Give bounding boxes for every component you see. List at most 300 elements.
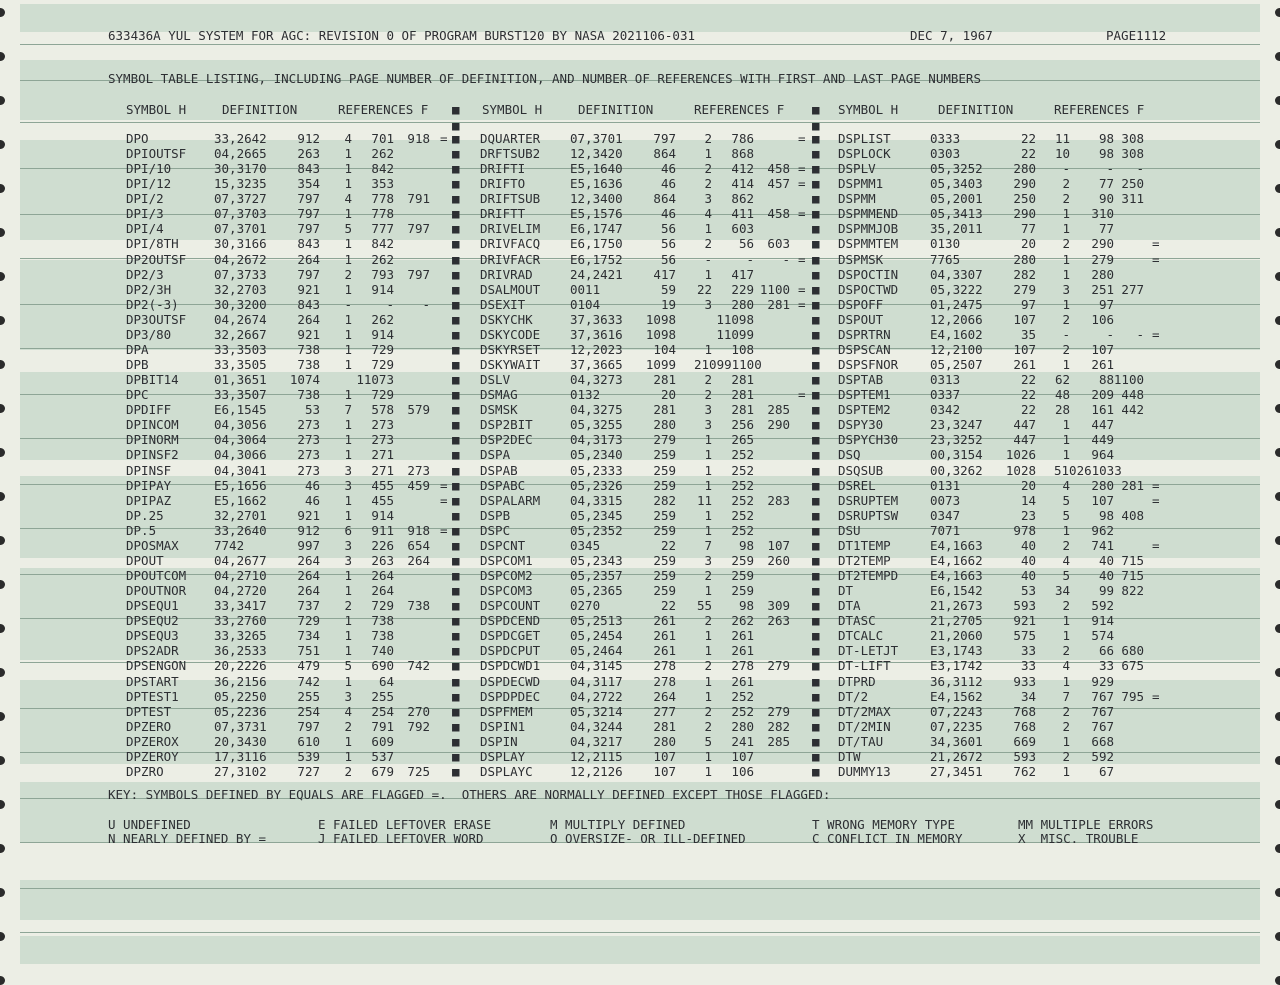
first-reference-cell: 278 [731,658,754,674]
reference-count-cell: 3 [344,552,352,568]
definition-cell: 30,3200 [214,296,267,312]
separator-mark: ■ [812,643,820,659]
first-reference-cell: 77 [1098,176,1114,192]
symbol-cell: DP2/3H [126,281,172,297]
reference-count-cell: 7 [344,402,352,418]
reference-count-cell: 5 [344,658,352,674]
last-reference-cell: 1100 [759,281,790,297]
separator-mark: ■ [452,492,460,508]
definition-cell: 20,2226 [214,658,267,674]
definition-cell: 33,3503 [214,341,267,357]
table-row [0,749,1280,764]
table-row [0,704,1280,719]
reference-count-cell: 1 [344,583,352,599]
separator-mark: ■ [452,763,460,779]
definition-cell: 30,3166 [214,236,267,252]
first-reference-cell: 914 [371,281,394,297]
symbol-cell: DPZEROX [126,733,179,749]
definition-page-cell: 669 [1013,733,1036,749]
last-reference-cell: 791 [407,191,430,207]
symbol-cell: DPOUT [126,552,164,568]
symbol-cell: DQUARTER [480,131,541,146]
definition-page-cell: 933 [1013,673,1036,689]
symbol-cell: DSPA [480,447,511,463]
symbol-cell: DSPLAYC [480,763,533,779]
last-reference-cell: 263 [767,613,790,629]
table-row [0,372,1280,387]
separator-mark: ■ [452,131,460,146]
table-row [0,297,1280,312]
table-row [0,508,1280,523]
separator-mark: ■ [452,236,460,252]
definition-cell: 04,3056 [214,417,267,433]
reference-count-cell: 3 [344,462,352,478]
flag-cell: = [1152,477,1160,493]
separator-mark: ■ [452,357,460,373]
first-reference-cell: 256 [731,417,754,433]
first-reference-cell: 229 [731,281,754,297]
separator-mark: ■ [812,251,820,267]
first-reference-cell: 280 [731,296,754,312]
first-reference-cell: 868 [731,146,754,162]
table-row [0,221,1280,236]
definition-page-cell: 273 [297,462,320,478]
flag-cell: = [798,387,806,403]
separator-mark: ■ [812,281,820,297]
flag-cell: = [1152,251,1160,267]
symbol-cell: DSPMMEND [838,206,899,222]
last-reference-cell: 797 [407,266,430,282]
table-row [0,146,1280,161]
definition-cell: 05,3252 [930,161,983,177]
separator-mark: ■ [452,733,460,749]
definition-page-cell: 751 [297,643,320,659]
sprocket-hole [0,52,5,61]
definition-cell: 05,2250 [214,688,267,704]
table-row [0,267,1280,282]
first-reference-cell: 786 [731,131,754,146]
first-reference-cell: 271 [371,462,394,478]
symbol-cell: DSMAG [480,387,518,403]
definition-page-cell: 997 [297,537,320,553]
first-reference-cell: 280 [731,718,754,734]
separator-mark: ■ [452,673,460,689]
definition-page-cell: 46 [304,477,320,493]
table-row [0,674,1280,689]
symbol-cell: DSMSK [480,402,518,418]
definition-cell: 04,3117 [570,673,623,689]
reference-count-cell: 1 [704,266,712,282]
first-reference-cell: 668 [1091,733,1114,749]
symbol-cell: DRIVRAD [480,266,533,282]
definition-page-cell: 797 [297,718,320,734]
reference-count-cell: 1 [344,357,352,373]
reference-count-cell: 55 [696,598,712,614]
first-reference-cell: - [386,296,394,312]
definition-page-cell: 281 [653,372,676,388]
separator-mark: ■ [452,477,460,493]
definition-cell: 01,2475 [930,296,983,312]
definition-cell: E5,1576 [570,206,623,222]
col-definition-header: DEFINITION [222,102,298,117]
first-reference-cell: 738 [371,628,394,644]
definition-cell: 05,2333 [570,462,623,478]
definition-page-cell: 20 [1020,477,1036,493]
definition-cell: 0104 [570,296,601,312]
reference-count-cell: 5 [704,733,712,749]
symbol-cell: DSPMMJOB [838,221,899,237]
symbol-cell: DT/2MIN [838,718,891,734]
definition-page-cell: 1026 [1005,447,1036,463]
definition-page-cell: 107 [1013,311,1036,327]
symbol-cell: DPDIFF [126,402,172,418]
definition-cell: 04,3244 [570,718,623,734]
page-header-page: PAGE1112 [1106,28,1167,43]
definition-cell: 04,3064 [214,432,267,448]
last-reference-cell: 250 [1121,176,1144,192]
definition-cell: 12,3400 [570,191,623,207]
definition-cell: 00,3154 [930,447,983,463]
definition-page-cell: 278 [653,673,676,689]
definition-cell: 07,3701 [570,131,623,146]
definition-cell: E4,1602 [930,326,983,342]
definition-page-cell: 33 [1020,643,1036,659]
symbol-cell: DTW [838,748,861,764]
reference-count-cell: 1 [344,341,352,357]
definition-cell: 36,3112 [930,673,983,689]
definition-cell: 05,2507 [930,357,983,373]
reference-count-cell: 1 [344,643,352,659]
reference-count-cell: 2 [704,161,712,177]
definition-cell: 36,2533 [214,643,267,659]
definition-page-cell: 797 [653,131,676,146]
definition-cell: 04,3275 [570,402,623,418]
first-reference-cell: 412 [731,161,754,177]
last-reference-cell: 308 [1121,146,1144,162]
sprocket-hole [1275,976,1280,985]
definition-page-cell: 539 [297,748,320,764]
sprocket-hole [1275,52,1280,61]
separator-mark: ■ [452,522,460,538]
definition-cell: 01,3651 [214,372,267,388]
separator-mark: ■ [812,118,820,133]
definition-page-cell: 797 [297,206,320,222]
symbol-cell: DPSEQU3 [126,628,179,644]
symbol-cell: DPO [126,131,149,146]
definition-page-cell: 734 [297,628,320,644]
first-reference-cell: 11073 [356,372,394,388]
table-row [0,493,1280,508]
reference-count-cell: 1 [704,477,712,493]
definition-cell: E5,1640 [570,161,623,177]
definition-cell: 23,3247 [930,417,983,433]
reference-count-cell: 1 [704,643,712,659]
definition-cell: 05,2236 [214,703,267,719]
reference-count-cell: 5 [1062,492,1070,508]
separator-mark: ■ [812,598,820,614]
definition-cell: 17,3116 [214,748,267,764]
definition-page-cell: 1098 [645,326,676,342]
symbol-cell: DTCALC [838,628,884,644]
reference-count-cell: 62 [1054,372,1070,388]
definition-page-cell: 259 [653,507,676,523]
symbol-cell: DP2/3 [126,266,164,282]
table-row [0,131,1280,146]
last-reference-cell: - [1136,326,1144,342]
symbol-cell: DSLV [480,372,511,388]
definition-cell: E4,1663 [930,537,983,553]
separator-mark: ■ [452,552,460,568]
last-reference-cell: 282 [767,718,790,734]
column-header-row [0,102,1280,117]
first-reference-cell: 793 [371,266,394,282]
definition-page-cell: 1028 [1005,462,1036,478]
definition-page-cell: 729 [297,613,320,629]
table-row [0,643,1280,658]
reference-count-cell: 1 [1062,613,1070,629]
separator-mark: ■ [812,296,820,312]
separator-mark: ■ [452,628,460,644]
symbol-cell: DSP2DEC [480,432,533,448]
symbol-cell: DSKYCODE [480,326,541,342]
symbol-cell: DSPIN1 [480,718,526,734]
separator-mark: ■ [452,417,460,433]
last-reference-cell: 675 [1121,658,1144,674]
symbol-cell: DP.5 [126,522,157,538]
separator-mark: ■ [812,673,820,689]
sprocket-hole [1275,932,1280,941]
definition-cell: E3,1743 [930,643,983,659]
definition-page-cell: 40 [1020,552,1036,568]
definition-cell: 0132 [570,387,601,403]
symbol-cell: DSQ [838,447,861,463]
definition-page-cell: 264 [297,311,320,327]
flag-cell: = [1152,688,1160,704]
definition-page-cell: 14 [1020,492,1036,508]
reference-count-cell: 3 [344,477,352,493]
symbol-cell: DP3OUTSF [126,311,187,327]
first-reference-cell: 729 [371,598,394,614]
col-symbol-header: SYMBOL H [126,102,187,117]
last-reference-cell: 1100 [1113,372,1144,388]
last-reference-cell: 603 [767,236,790,252]
definition-cell: 04,2710 [214,568,267,584]
definition-page-cell: 53 [304,402,320,418]
flag-cell: = [798,161,806,177]
definition-page-cell: 259 [653,552,676,568]
reference-count-cell: 1 [344,748,352,764]
flag-cell: = [1152,326,1160,342]
first-reference-cell: 447 [1091,417,1114,433]
symbol-cell: DPC [126,387,149,403]
definition-page-cell: 281 [653,402,676,418]
first-reference-cell: 914 [371,507,394,523]
symbol-cell: DSPFMEM [480,703,533,719]
definition-page-cell: 279 [653,432,676,448]
symbol-cell: DTA [838,598,861,614]
first-reference-cell: 262 [731,613,754,629]
last-reference-cell: 458 [767,206,790,222]
key-line-1 [0,817,1280,832]
definition-cell: 04,3307 [930,266,983,282]
key-item: T WRONG MEMORY TYPE [812,817,955,832]
definition-page-cell: 259 [653,447,676,463]
definition-page-cell: 264 [653,688,676,704]
reference-count-cell: 1 [344,146,352,162]
separator-mark: ■ [452,102,460,117]
definition-page-cell: 281 [653,718,676,734]
first-reference-cell: 252 [731,507,754,523]
symbol-cell: DT1TEMP [838,537,891,553]
last-reference-cell: - [782,251,790,267]
definition-page-cell: 107 [653,763,676,779]
symbol-cell: DSPLV [838,161,876,177]
first-reference-cell: 271 [371,447,394,463]
definition-page-cell: 843 [297,296,320,312]
definition-page-cell: 264 [297,251,320,267]
separator-mark: ■ [452,598,460,614]
symbol-cell: DPSEQU1 [126,598,179,614]
first-reference-cell: 280 [1091,266,1114,282]
first-reference-cell: 767 [1091,703,1114,719]
first-reference-cell: 254 [371,703,394,719]
first-reference-cell: 273 [371,417,394,433]
separator-mark: ■ [812,507,820,523]
reference-count-cell: 1 [344,432,352,448]
definition-cell: 05,2345 [570,507,623,523]
last-reference-cell: 715 [1121,552,1144,568]
key-item: E FAILED LEFTOVER ERASE [318,817,492,832]
first-reference-cell: 107 [731,748,754,764]
definition-cell: 12,3420 [570,146,623,162]
flag-cell: = [798,296,806,312]
last-reference-cell: 311 [1121,191,1144,207]
symbol-cell: DSPDPDEC [480,688,541,704]
last-reference-cell: 279 [767,658,790,674]
last-reference-cell: 308 [1121,131,1144,146]
reference-count-cell: 11 [696,492,712,508]
symbol-cell: DSPDECWD [480,673,541,689]
reference-count-cell: 1 [704,628,712,644]
symbol-cell: DSPTAB [838,372,884,388]
separator-mark: ■ [812,432,820,448]
first-reference-cell: 106 [1091,311,1114,327]
reference-count-cell: 3 [344,688,352,704]
separator-mark: ■ [452,311,460,327]
reference-count-cell: 2 [344,266,352,282]
reference-count-cell: 2 [704,568,712,584]
separator-mark: ■ [812,387,820,403]
definition-page-cell: 1099 [645,357,676,373]
first-reference-cell: 161 [1091,402,1114,418]
col-references-header: REFERENCES F [1054,102,1145,117]
symbol-cell: DSPDCEND [480,613,541,629]
first-reference-cell: 455 [371,477,394,493]
flag-cell: = [798,206,806,222]
definition-cell: 37,3665 [570,357,623,373]
symbol-cell: DSPCNT [480,537,526,553]
key-item: C CONFLICT IN MEMORY [812,831,963,846]
definition-cell: 04,2720 [214,583,267,599]
symbol-cell: DPI/8TH [126,236,179,252]
flag-cell: = [1152,236,1160,252]
reference-count-cell: 1 [704,522,712,538]
symbol-cell: DPINORM [126,432,179,448]
first-reference-cell: 740 [371,643,394,659]
definition-page-cell: 46 [660,206,676,222]
definition-page-cell: 738 [297,357,320,373]
first-reference-cell: 107 [1091,492,1114,508]
first-reference-cell: 259 [731,568,754,584]
symbol-cell: DPI/3 [126,206,164,222]
last-reference-cell: - [422,296,430,312]
last-reference-cell: 107 [767,537,790,553]
definition-page-cell: 864 [653,191,676,207]
definition-page-cell: 593 [1013,748,1036,764]
flag-cell: = [440,131,448,146]
reference-count-cell: 2 [704,658,712,674]
first-reference-cell: 99 [1098,583,1114,599]
table-row [0,689,1280,704]
symbol-cell: DSPALARM [480,492,541,508]
reference-count-cell: 10 [1054,146,1070,162]
first-reference-cell: 777 [371,221,394,237]
table-row [0,719,1280,734]
symbol-cell: DPOSMAX [126,537,179,553]
symbol-cell: DP.25 [126,507,164,523]
definition-cell: 27,3102 [214,763,267,779]
separator-mark: ■ [812,628,820,644]
reference-count-cell: 1 [344,733,352,749]
definition-page-cell: 107 [1013,341,1036,357]
definition-cell: 7071 [930,522,961,538]
first-reference-cell: 729 [371,341,394,357]
definition-page-cell: 921 [1013,613,1036,629]
first-reference-cell: 964 [1091,447,1114,463]
reference-count-cell: 1 [344,176,352,192]
separator-mark: ■ [812,191,820,207]
definition-page-cell: 417 [653,266,676,282]
reference-count-cell: 2 [344,763,352,779]
definition-cell: 0130 [930,236,961,252]
separator-mark: ■ [452,146,460,162]
last-reference-cell: 822 [1121,583,1144,599]
separator-mark: ■ [812,236,820,252]
reference-count-cell: 7 [1062,688,1070,704]
flag-cell: = [1152,537,1160,553]
definition-cell: 04,3145 [570,658,623,674]
definition-page-cell: 259 [653,583,676,599]
symbol-cell: DSRUPTSW [838,507,899,523]
first-reference-cell: 862 [731,191,754,207]
last-reference-cell: 742 [407,658,430,674]
separator-mark: ■ [812,146,820,162]
table-row [0,553,1280,568]
key-item: N NEARLY DEFINED BY = [108,831,267,846]
definition-page-cell: 97 [1020,296,1036,312]
definition-page-cell: 22 [1020,372,1036,388]
first-reference-cell: 281 [731,372,754,388]
flag-cell: = [798,176,806,192]
reference-count-cell: 6 [344,522,352,538]
last-reference-cell: 260 [767,552,790,568]
definition-cell: 04,3217 [570,733,623,749]
reference-count-cell: 1 [1062,673,1070,689]
reference-count-cell: 28 [1054,402,1070,418]
symbol-cell: DPSEQU2 [126,613,179,629]
definition-page-cell: 280 [1013,251,1036,267]
definition-page-cell: 843 [297,161,320,177]
